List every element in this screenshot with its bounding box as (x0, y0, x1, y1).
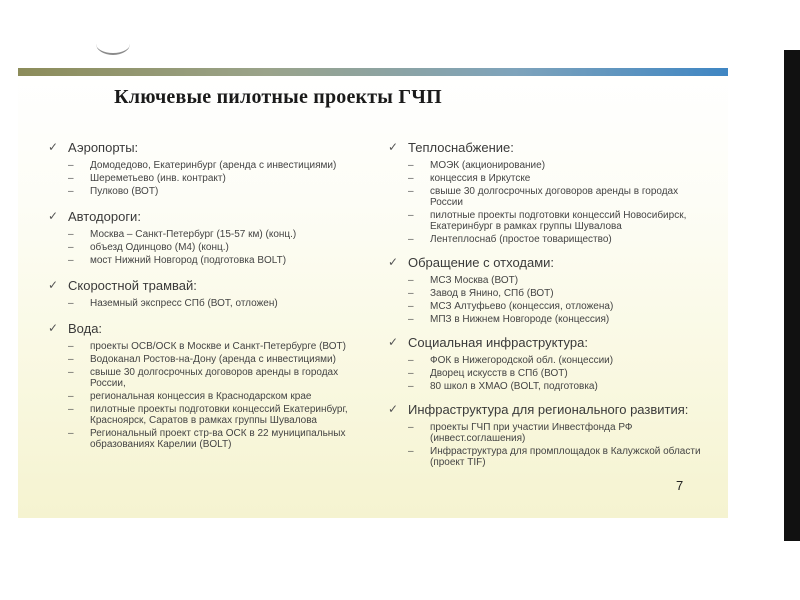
item-list (68, 160, 368, 197)
dash-marker: – (68, 298, 74, 309)
dash-marker: – (408, 446, 414, 457)
dash-marker: – (68, 354, 74, 365)
list-item (408, 368, 708, 379)
dash-marker: – (408, 160, 414, 171)
list-item (408, 301, 708, 312)
list-item (68, 255, 368, 266)
list-item (408, 173, 708, 184)
dash-marker: – (68, 391, 74, 402)
list-item (408, 234, 708, 245)
list-item (408, 210, 708, 232)
dash-marker: – (408, 234, 414, 245)
dash-marker: – (68, 160, 74, 171)
slide-title: Ключевые пилотные проекты ГЧП (114, 86, 442, 108)
item-text: Наземный экспресс СПб (ВОТ, отложен) (90, 298, 278, 309)
item-text: Дворец искусств в СПб (ВОТ) (430, 368, 568, 379)
dash-marker: – (68, 404, 74, 415)
item-text: Шереметьево (инв. контракт) (90, 173, 226, 184)
section (388, 255, 708, 325)
decorative-arc (96, 33, 130, 55)
section-title: Автодороги: (68, 209, 141, 224)
list-item (68, 298, 368, 309)
section-title: Социальная инфраструктура: (408, 335, 588, 350)
check-icon: ✓ (48, 278, 59, 292)
item-list (68, 229, 368, 266)
item-text: Лентеплоснаб (простое товарищество) (430, 234, 612, 245)
item-list (408, 355, 708, 392)
section (388, 402, 708, 468)
section-title: Инфраструктура для регионального развития: (408, 402, 689, 417)
section-title: Теплоснабжение: (408, 140, 514, 155)
dash-marker: – (68, 229, 74, 240)
dash-marker: – (408, 288, 414, 299)
item-text: пилотные проекты подготовки концессий Екатеринбург, Красноярск, Саратов в рамках группы Шувалова (90, 404, 348, 426)
list-item (68, 428, 368, 450)
item-text: Инфраструктура для промплощадок в Калужской области (проект TIF) (430, 446, 701, 468)
right-column (388, 140, 708, 470)
check-icon: ✓ (48, 140, 59, 154)
item-text: свыше 30 долгосрочных договоров аренды в городах России (430, 186, 679, 208)
list-item (408, 160, 708, 171)
list-item (68, 242, 368, 253)
check-icon: ✓ (388, 255, 399, 269)
item-text: региональная концессия в Краснодарском крае (90, 391, 312, 402)
list-item (68, 354, 368, 365)
dash-marker: – (408, 275, 414, 286)
dash-marker: – (68, 428, 74, 439)
list-item (68, 160, 368, 171)
dash-marker: – (68, 255, 74, 266)
list-item (408, 446, 708, 468)
list-item (408, 186, 708, 208)
list-item (408, 355, 708, 366)
check-icon: ✓ (48, 321, 59, 335)
check-icon: ✓ (388, 402, 399, 416)
list-item (68, 173, 368, 184)
dash-marker: – (408, 355, 414, 366)
dash-marker: – (408, 210, 414, 221)
item-list (408, 160, 708, 245)
dash-marker: – (68, 367, 74, 378)
list-item (68, 341, 368, 352)
check-icon: ✓ (388, 140, 399, 154)
item-text: МОЭК (акционирование) (430, 160, 546, 171)
dash-marker: – (408, 186, 414, 197)
check-icon: ✓ (48, 209, 59, 223)
section (48, 278, 368, 309)
item-text: свыше 30 долгосрочных договоров аренды в городах России, (90, 367, 339, 389)
left-column (48, 140, 368, 452)
list-item (68, 186, 368, 197)
item-text: Региональный проект стр-ва ОСК в 22 муниципальных образованиях Карелии (BOLT) (90, 428, 346, 450)
list-item (408, 381, 708, 392)
dash-marker: – (408, 422, 414, 433)
list-item (408, 288, 708, 299)
list-item (408, 314, 708, 325)
item-text: проекты ОСВ/ОСК в Москве и Санкт-Петербурге (ВОТ) (90, 341, 346, 352)
dash-marker: – (68, 173, 74, 184)
dash-marker: – (408, 368, 414, 379)
check-icon: ✓ (388, 335, 399, 349)
list-item (68, 404, 368, 426)
slide-top-stripe (18, 68, 728, 76)
dash-marker: – (408, 173, 414, 184)
item-text: объезд Одинцово (М4) (конц.) (90, 242, 229, 253)
item-text: концессия в Иркутске (430, 173, 531, 184)
page-number: 7 (676, 478, 684, 493)
dash-marker: – (68, 341, 74, 352)
item-text: Завод в Янино, СПб (ВОТ) (430, 288, 554, 299)
item-text: пилотные проекты подготовки концессий Новосибирск, Екатеринбург в рамках группы Шувалова (430, 210, 687, 232)
section-title: Обращение с отходами: (408, 255, 555, 270)
dash-marker: – (408, 301, 414, 312)
item-list (68, 341, 368, 450)
section (388, 335, 708, 392)
item-list (408, 422, 708, 468)
side-panel-edge (784, 50, 800, 541)
dash-marker: – (68, 242, 74, 253)
list-item (68, 391, 368, 402)
section-title: Скоростной трамвай: (68, 278, 197, 293)
section-title: Вода: (68, 321, 103, 336)
item-text: МПЗ в Нижнем Новгороде (концессия) (430, 314, 610, 325)
list-item (68, 367, 368, 389)
item-text: Водоканал Ростов-на-Дону (аренда с инвестициями) (90, 354, 336, 365)
list-item (408, 275, 708, 286)
item-text: Домодедово, Екатеринбург (аренда с инвестициями) (90, 160, 337, 171)
list-item (68, 229, 368, 240)
list-item (408, 422, 708, 444)
item-list (408, 275, 708, 325)
item-text: МСЗ Москва (ВОТ) (430, 275, 519, 286)
dash-marker: – (408, 314, 414, 325)
dash-marker: – (408, 381, 414, 392)
section (48, 209, 368, 266)
section-title: Аэропорты: (68, 140, 139, 155)
item-text: МСЗ Алтуфьево (концессия, отложена) (430, 301, 614, 312)
section (388, 140, 708, 245)
item-text: проекты ГЧП при участии Инвестфонда РФ (инвест.соглашения) (430, 422, 633, 444)
item-text: Москва – Санкт-Петербург (15-57 км) (конц.) (90, 229, 297, 240)
dash-marker: – (68, 186, 74, 197)
item-text: мост Нижний Новгород (подготовка BOLT) (90, 255, 287, 266)
item-text: 80 школ в ХМАО (BOLT, подготовка) (430, 381, 598, 392)
presentation-slide (18, 68, 728, 518)
item-text: Пулково (ВОТ) (90, 186, 159, 197)
item-list (68, 298, 368, 309)
section (48, 321, 368, 450)
section (48, 140, 368, 197)
item-text: ФОК в Нижегородской обл. (концессии) (430, 355, 614, 366)
